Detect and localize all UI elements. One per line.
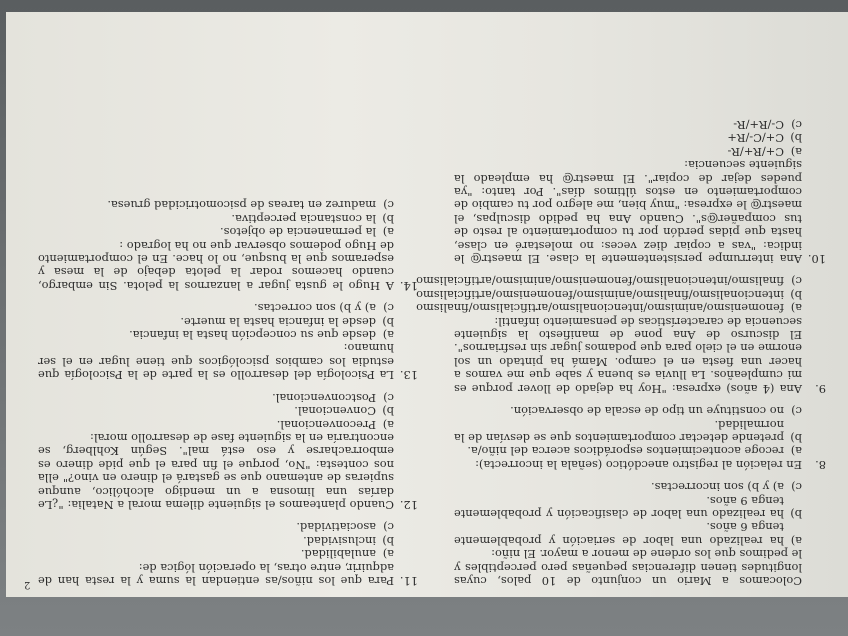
option-letter: a): [790, 301, 802, 316]
question-number: 11.: [399, 574, 418, 588]
answer-option: [416, 301, 802, 316]
answer-option: [38, 404, 394, 417]
question: [38, 520, 418, 587]
right-column: [38, 189, 418, 587]
left-column: [416, 109, 826, 588]
option-letter: b): [382, 314, 394, 329]
question-text: Para que los niños/as entiendan la suma y la resta han de adquirir, entre otras, la operación lógica de:: [38, 560, 394, 588]
question: [454, 118, 826, 265]
option-text: C+/R+/R-: [727, 144, 784, 159]
option-text: C+/C-/R+: [727, 131, 784, 146]
question-number: 8.: [815, 457, 826, 472]
answer-option: [38, 533, 394, 546]
option-letter: c): [383, 520, 394, 535]
question-number: 10.: [807, 252, 826, 267]
question: [38, 301, 418, 381]
answer-option: [416, 274, 802, 289]
option-letter: a): [382, 328, 394, 343]
answer-option: [454, 417, 802, 444]
option-letter: c): [791, 480, 802, 495]
answer-option: [454, 404, 802, 417]
option-text: desde la infancia hasta la muerte.: [180, 314, 376, 329]
option-text: la permanencia de objetos.: [220, 225, 376, 240]
question-text: Cuando planteamos el siguiente dilema moral a Natalia: "¿Le darías una limosna a un mendigo alcohólico, aunque supieras de antemano que se gastará el dinero en vino?" ella nos contesta: "No, porque el fin para el que pide dinero es emborracharse y eso está mal". Según Kohlberg, se encontraría en la siguiente fase de desarrollo moral:: [38, 430, 394, 512]
question: [454, 404, 826, 471]
answer-option: [38, 198, 394, 211]
answer-option: [38, 390, 394, 403]
answer-option: [38, 520, 394, 533]
question: [416, 274, 826, 396]
answer-option: [38, 328, 394, 341]
option-text: asociatividad.: [296, 520, 376, 535]
answer-option: [454, 131, 802, 144]
answer-option: [454, 144, 802, 157]
option-text: fenomenismo/animismo/intencionalismo/artificialismo/finalismo: [416, 301, 784, 316]
option-letter: b): [790, 131, 802, 146]
option-text: la constancia perceptiva.: [231, 211, 376, 226]
option-text: desde que su concepción hasta la infancia.: [129, 328, 376, 343]
option-text: pretende detectar comportamientos que se desvían de la normalidad.: [454, 417, 784, 445]
answer-option: [38, 547, 394, 560]
option-letter: b): [790, 506, 802, 521]
answer-option: [454, 444, 802, 457]
question-text: En relación al registro anecdótico (señala la incorrecta):: [475, 457, 802, 472]
answer-option: [38, 211, 394, 224]
option-letter: c): [383, 198, 394, 213]
question-text: Ana (4 años) expresa: "Hoy ha dejado de llover porque es mi cumpleaños. La lluvia es buena y sabe que me vamos a hacer una fiesta en el campo. Mamá ha pintado un sol enorme en el cielo para que podamos jugar sin resfriarnos". El discurso de Ana pone de manifiesto la siguiente secuencia de características de pensamiento infantil:: [454, 314, 802, 396]
option-letter: a): [382, 225, 394, 240]
option-text: C-/R+/R-: [733, 118, 784, 132]
answer-option: [454, 520, 802, 547]
question-number: 14.: [399, 278, 418, 293]
question: [454, 480, 826, 587]
option-text: intencionalismo/finalismo/animismo/fenomenismo/artificialismo: [416, 287, 784, 302]
question-number: 9.: [815, 381, 826, 396]
answer-option: [416, 287, 802, 302]
answer-option: [38, 225, 394, 238]
question-text: Ana interrumpe persistentemente la clase. El maestr@ le indica: "vas a copiar diez veces: no molestaré en clase, hasta que pidas perdón por tu comportamiento al resto de tus compañer@s". Cuando Ana ha pedido disculpas, el maestr@ le expresa: "muy bien, me alegro por tu cambio de comportamiento en estos últimos días". Por tanto: "ya puedes dejar de copiar". El maestr@ ha empleado la siguiente secuencia:: [454, 158, 802, 267]
option-text: Postconvencional.: [272, 390, 376, 405]
option-letter: a): [382, 547, 394, 562]
option-text: finalismo/intencionalismo/fenomenismo/animismo/artificialismo: [416, 274, 784, 289]
option-letter: a): [790, 533, 802, 548]
option-letter: b): [790, 287, 802, 302]
page-number: 2: [24, 579, 31, 590]
answer-option: [38, 417, 394, 430]
question-number: 13.: [399, 368, 418, 383]
option-text: a) y b) son correctas.: [253, 301, 376, 316]
option-letter: c): [383, 390, 394, 405]
option-letter: c): [383, 301, 394, 316]
option-text: Preconvencional.: [276, 417, 376, 432]
question: [38, 390, 418, 511]
option-text: recoge acontecimientos esporádicos acerca del niño/a.: [467, 444, 784, 459]
option-text: a) y b) son incorrectas.: [651, 480, 784, 495]
option-text: ha realizado una labor de clasificación y probablemente tenga 9 años.: [454, 493, 784, 521]
answer-option: [454, 493, 802, 520]
question-number: 12.: [399, 497, 418, 512]
option-letter: a): [790, 444, 802, 459]
answer-option: [38, 301, 394, 314]
option-text: inclusividad.: [303, 533, 376, 548]
question-text: La Psicología del desarrollo es la parte de la Psicología que estudia los cambios psicológicos que tiene lugar en el ser humano:: [38, 341, 394, 383]
question: [38, 198, 418, 292]
answer-option: [454, 118, 802, 131]
question-text: Colocamos a Mario un conjunto de 10 palos, cuyas longitudes tienen diferencias pequeñas pero perceptibles y le pedimos que los ordene de menor a mayor. El niño:: [454, 547, 802, 588]
option-text: Convencional.: [294, 404, 376, 419]
option-letter: c): [791, 274, 802, 289]
option-letter: a): [790, 144, 802, 159]
option-letter: b): [382, 533, 394, 548]
option-text: madurez en tareas de psicomotricidad gruesa.: [107, 198, 376, 213]
option-letter: b): [382, 404, 394, 419]
option-letter: c): [791, 118, 802, 132]
option-text: ha realizado una labor de seriación y probablemente tenga 6 años.: [454, 520, 784, 548]
option-letter: b): [382, 211, 394, 226]
option-text: no constituye un tipo de escala de observación.: [510, 404, 784, 419]
option-text: anulabilidad.: [300, 547, 376, 562]
option-letter: c): [791, 404, 802, 419]
question-text: A Hugo le gusta jugar a lanzarnos la pelota. Sin embargo, cuando hacemos rodar la pelota debajo de la mesa y esperamos que la busque, no lo hace. En el comportamiento de Hugo podemos observar que no ha logrado :: [38, 238, 394, 293]
answer-option: [38, 314, 394, 327]
option-letter: a): [382, 417, 394, 432]
answer-option: [454, 480, 802, 493]
option-letter: b): [790, 430, 802, 445]
exam-page: [6, 12, 848, 597]
